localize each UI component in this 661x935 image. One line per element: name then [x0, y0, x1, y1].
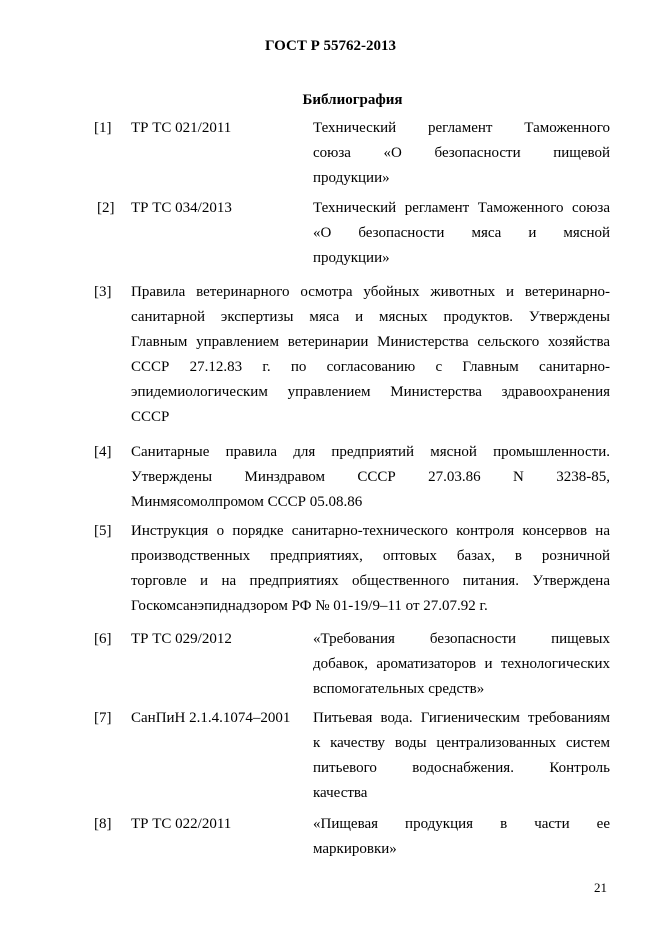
- entry-line: добавок, ароматизаторов и технологических: [313, 656, 610, 672]
- entry-description: [313, 627, 610, 702]
- entry-line: «Требования безопасности пищевых: [313, 631, 610, 647]
- entry-line: Технический регламент Таможенного союза: [313, 200, 610, 216]
- entry-description: [313, 812, 610, 862]
- entry-line: Инструкция о порядке санитарно-технического контроля консервов на: [131, 523, 610, 539]
- entry-line: Главным управлением ветеринарии Министерства сельского хозяйства: [131, 334, 610, 350]
- entry-line: Минмясомолпромом СССР 05.08.86: [131, 494, 363, 510]
- entry-description: [131, 280, 610, 430]
- entry-number: [2]: [97, 200, 115, 216]
- entry-line: Технический регламент Таможенного: [313, 120, 610, 136]
- page-number: 21: [594, 880, 607, 895]
- entry-number: [7]: [94, 710, 112, 726]
- entry-line: продукции»: [313, 250, 390, 266]
- entry-code: ТР ТС 029/2012: [131, 631, 232, 647]
- entry-code: ТР ТС 022/2011: [131, 816, 232, 832]
- entry-description: [131, 440, 610, 515]
- entry-line: «Пищевая продукция в части ее: [313, 816, 610, 832]
- bibliography-title: Библиография: [302, 92, 403, 108]
- entry-line: маркировки»: [313, 841, 397, 857]
- document-header: ГОСТ Р 55762-2013: [264, 38, 396, 54]
- entry-line: продукции»: [313, 170, 390, 186]
- entry-description: [313, 706, 610, 806]
- entry-line: СССР 27.12.83 г. по согласованию с Главным санитарно-: [131, 359, 610, 375]
- entry-line: СССР: [131, 409, 170, 425]
- entry-description: [313, 116, 610, 191]
- entry-line: Питьевая вода. Гигиеническим требованиям: [313, 710, 610, 726]
- entry-line: «О безопасности мяса и мясной: [313, 225, 610, 241]
- entry-line: производственных предприятиях, оптовых базах, в розничной: [131, 548, 610, 564]
- entry-number: [4]: [94, 444, 112, 460]
- entry-line: Правила ветеринарного осмотра убойных животных и ветеринарно-: [131, 284, 610, 300]
- entry-number: [8]: [94, 816, 112, 832]
- entry-code: СанПиН 2.1.4.1074–2001: [131, 710, 291, 726]
- entry-code: ТР ТС 034/2013: [131, 200, 232, 216]
- entry-number: [1]: [94, 120, 112, 136]
- entry-line: питьевого водоснабжения. Контроль: [313, 760, 610, 776]
- entry-description: [313, 196, 610, 271]
- entry-line: эпидемиологическим управлением Министерства здравоохранения: [131, 384, 610, 400]
- entry-line: Санитарные правила для предприятий мясной промышленности.: [131, 444, 610, 460]
- entry-number: [6]: [94, 631, 112, 647]
- entry-line: союза «О безопасности пищевой: [313, 145, 610, 161]
- entry-number: [3]: [94, 284, 112, 300]
- entry-number: [5]: [94, 523, 112, 539]
- entry-line: к качеству воды централизованных систем: [313, 735, 610, 751]
- entry-description: [131, 519, 610, 619]
- entry-line: Госкомсанэпиднадзором РФ № 01-19/9–11 от 27.07.92 г.: [131, 598, 488, 614]
- entry-line: торговле и на предприятиях общественного питания. Утверждена: [131, 573, 610, 589]
- entry-line: вспомогательных средств»: [313, 681, 485, 697]
- entry-line: санитарной экспертизы мяса и мясных продуктов. Утверждены: [131, 309, 610, 325]
- entry-code: ТР ТС 021/2011: [131, 120, 232, 136]
- entry-line: Утверждены Минздравом СССР 27.03.86 N 3238-85,: [131, 469, 610, 485]
- entry-line: качества: [313, 785, 368, 801]
